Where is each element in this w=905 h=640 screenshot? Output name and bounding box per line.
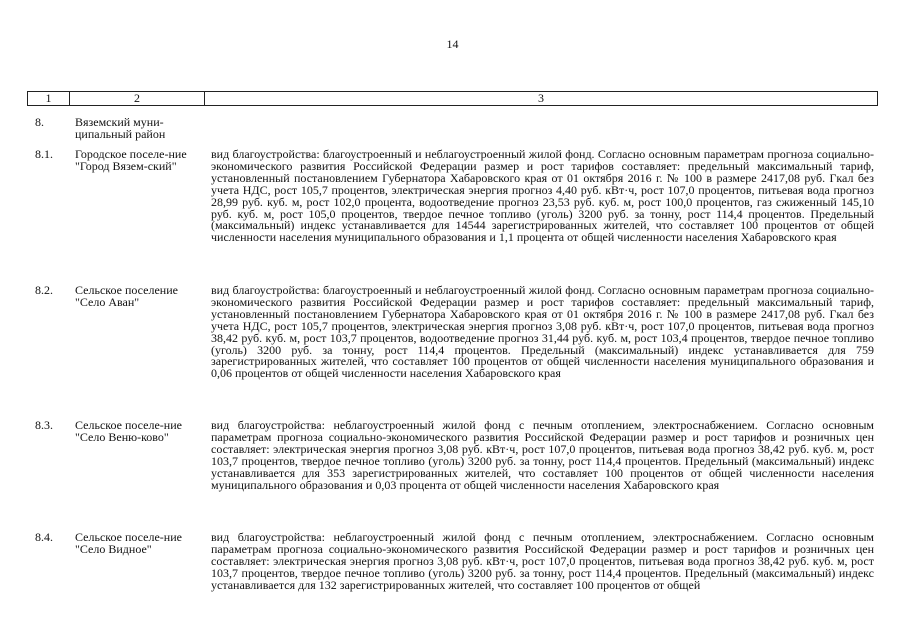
district-name: Вяземский муни-ципальный район — [75, 115, 166, 141]
settlement-name: Городское поселе-ние "Город Вязем-ский" — [75, 147, 187, 173]
row-number: 8.3. — [35, 418, 53, 432]
row-description: вид благоустройства: неблагоустроенный жилой фонд с печным отоплением, электроснабжением. Согласно основным параметрам прогноза социально-экономического развития Российской Федерации размер и рост тарифов и розничных цен составляет: электрическая энергия прогноз 3,08 руб. кВт·ч, рост 107,0 процентов, питьевая вода прогноз 38,42 руб. куб. м, рост 103,7 процентов, твердое печное топливо (уголь) 3200 руб. за тонну, рост 114,4 процентов. Предельный (максимальный) индекс устанавливается для 353 зарегистрированных жителей, что составляет 100 процентов от общей численности населения муниципального образования и 0,03 процента от общей численности населения Хабаровского края — [211, 418, 874, 492]
row-description: вид благоустройства: неблагоустроенный жилой фонд с печным отоплением, электроснабжением. Согласно основным параметрам прогноза социально-экономического развития Российской Федерации размер и рост тарифов и розничных цен составляет: электрическая энергия прогноз 3,08 руб. кВт·ч, рост 107,0 процентов, питьевая вода прогноз 38,42 руб. куб. м, рост 103,7 процентов, твердое печное топливо (уголь) 3200 руб. за тонну, рост 114,4 процентов. Предельный (максимальный) индекс устанавливается для 132 зарегистрированных жителей, что составляет 100 процентов от общей — [211, 530, 874, 592]
table-header — [27, 91, 878, 106]
row-description: вид благоустройства: благоустроенный и неблагоустроенный жилой фонд. Согласно основным параметрам прогноза социально-экономического развития Российской Федерации размер и рост тарифов составляет: предельный максимальный тариф, установленный постановлением Губернатора Хабаровского края от 01 октября 2016 г. № 100 в размере 2417,08 руб. Гкал без учета НДС, рост 105,7 процентов, электрическая энергия прогноз 3,08 руб. кВт·ч, рост 107,0 процентов, питьевая вода прогноз 38,42 руб. куб. м, рост 103,7 процентов, водоотведение прогноз 31,44 руб. куб. м, рост 103,4 процентов, твердое печное топливо (уголь) 3200 руб. за тонну, рост 114,4 процентов. Предельный (максимальный) индекс устанавливается для 759 зарегистрированных жителей, что составляет 100 процентов от общей численности населения муниципального образования и 0,06 процентов от общей численности населения Хабаровского края — [211, 283, 874, 381]
settlement-name: Сельское поселение "Село Аван" — [75, 283, 178, 309]
column-header-2: 2 — [70, 92, 205, 105]
settlement-name: Сельское поселе-ние "Село Веню-ково" — [75, 418, 182, 444]
column-header-1: 1 — [28, 92, 70, 105]
row-number: 8. — [35, 115, 44, 129]
row-number: 8.4. — [35, 530, 53, 544]
row-number: 8.2. — [35, 283, 53, 297]
settlement-name: Сельское поселе-ние "Село Видное" — [75, 530, 182, 556]
row-number: 8.1. — [35, 147, 53, 161]
page-number: 14 — [446, 37, 459, 51]
row-description: вид благоустройства: благоустроенный и неблагоустроенный жилой фонд. Согласно основным параметрам прогноза социально-экономического развития Российской Федерации размер и рост тарифов составляет: предельный максимальный тариф, установленный постановлением Губернатора Хабаровского края от 01 октября 2016 г. № 100 в размере 2417,08 руб. Гкал без учета НДС, рост 105,7 процентов, электрическая энергия прогноз 4,40 руб. кВт·ч, рост 107,0 процентов, питьевая вода прогноз 28,99 руб. куб. м, рост 102,0 процента, водоотведение прогноз 23,53 руб. куб. м, рост 100,0 процентов, газ сжиженный 145,10 руб. куб. м, рост 105,0 процентов, твердое печное топливо (уголь) 3200 руб. за тонну, рост 114,4 процентов. Предельный (максимальный) индекс устанавливается для 14544 зарегистрированных жителей, что составляет 100 процентов от общей численности населения муниципального образования и 1,1 процента от общей численности населения Хабаровского края — [211, 147, 874, 245]
column-header-3: 3 — [538, 91, 544, 105]
